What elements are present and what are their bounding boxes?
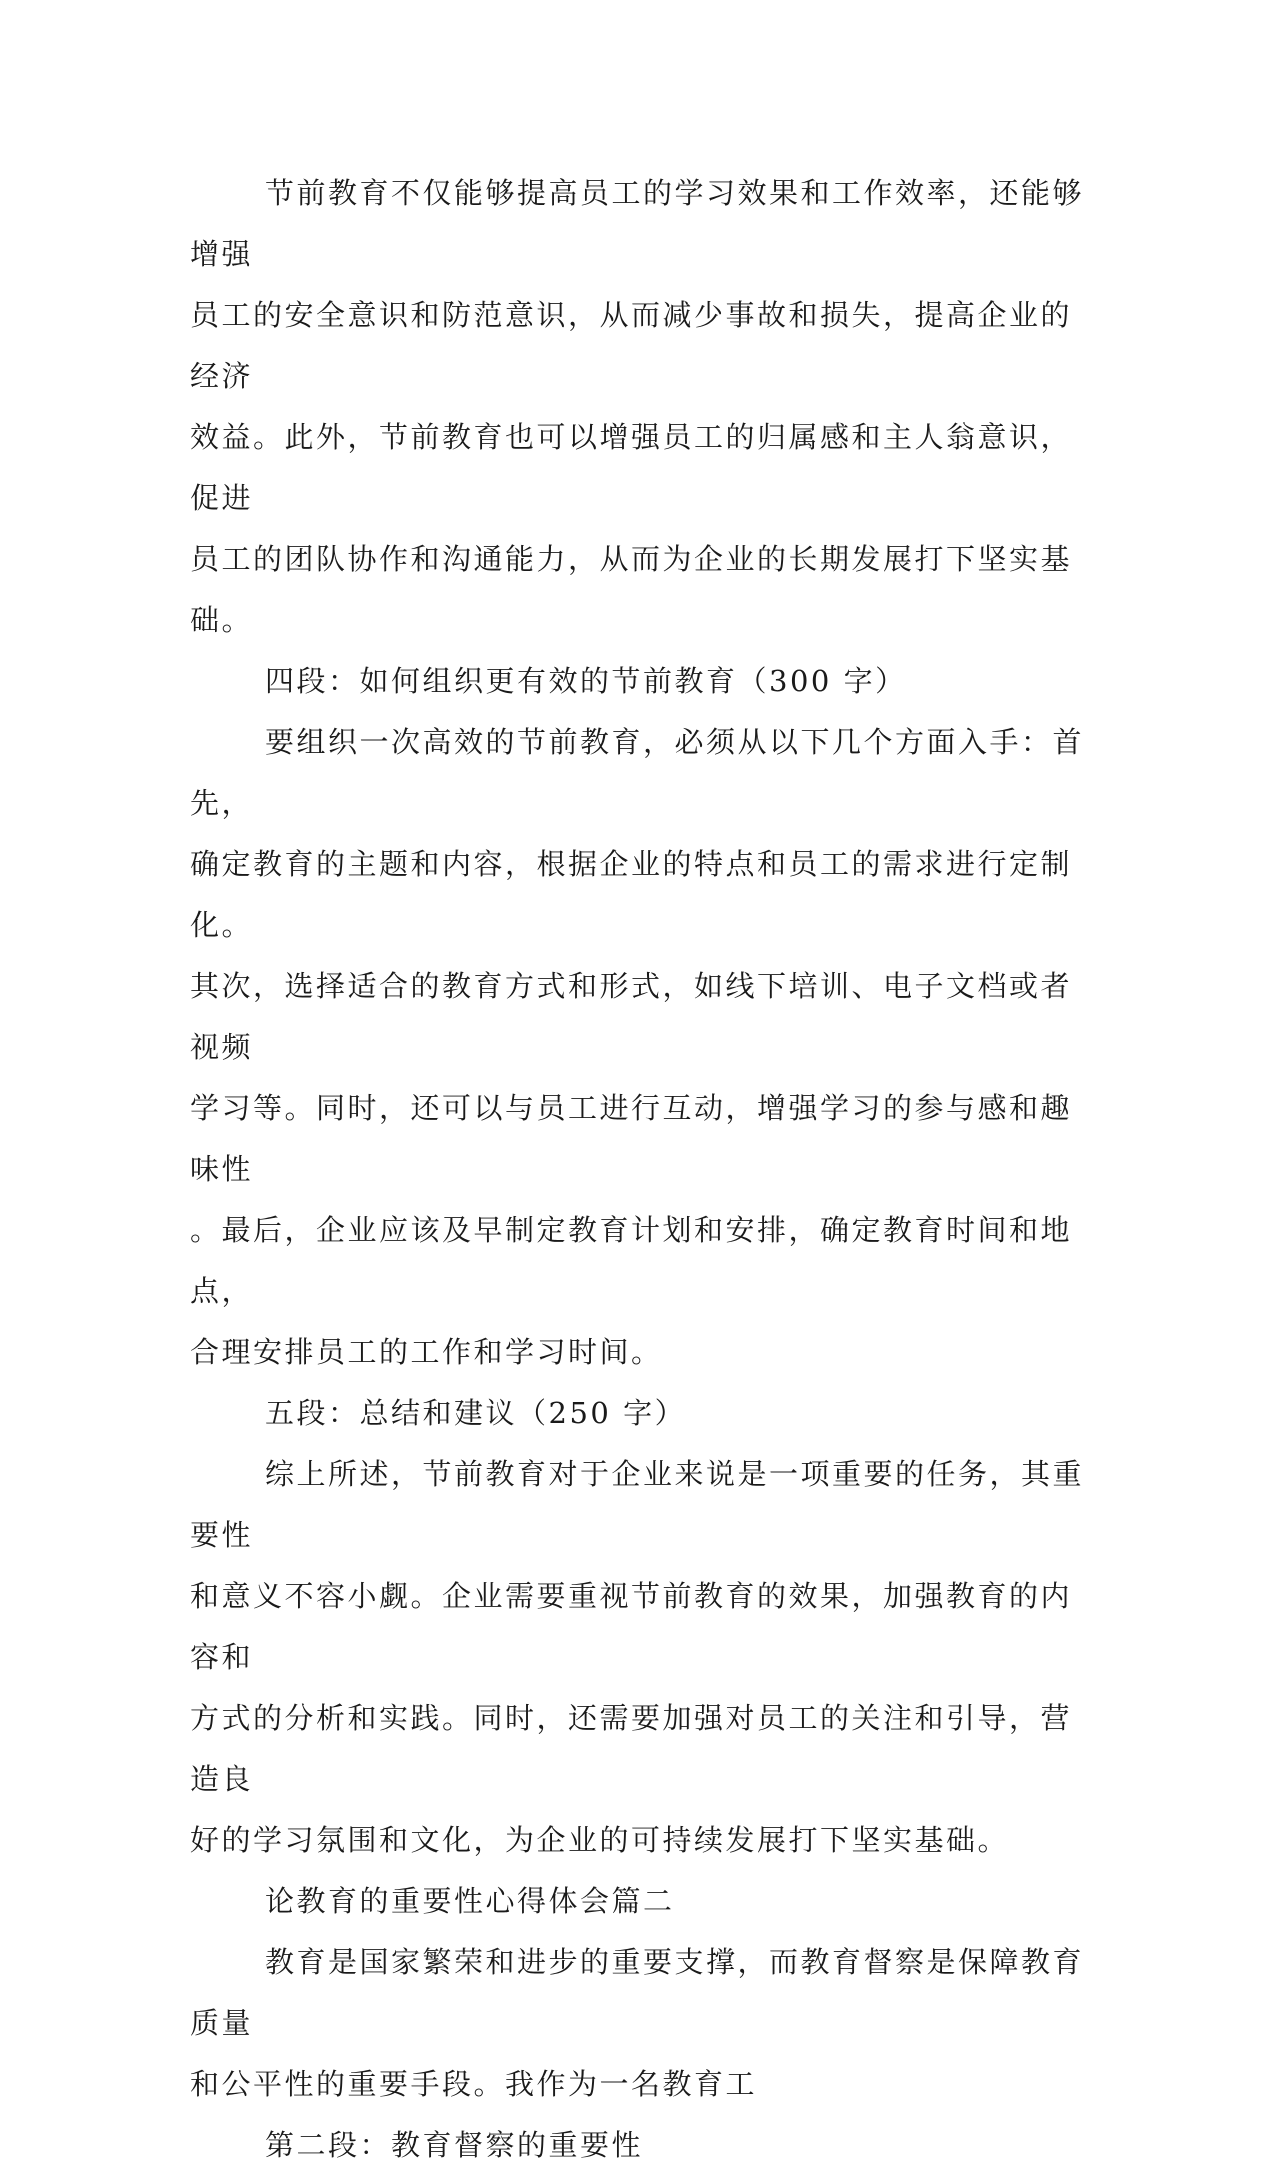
body-paragraph <box>190 1932 1090 2115</box>
text-line: 学习等。同时，还可以与员工进行互动，增强学习的参与感和趣味性 <box>190 1091 1073 1186</box>
text-line: 员工的团队协作和沟通能力，从而为企业的长期发展打下坚实基础。 <box>190 542 1073 637</box>
heading-line: 五段：总结和建议（250 字） <box>265 1396 687 1430</box>
section-heading <box>190 651 1090 712</box>
text-line: 。最后，企业应该及早制定教育计划和安排，确定教育时间和地点， <box>190 1213 1073 1308</box>
body-paragraph <box>190 1444 1090 1871</box>
heading-line: 论教育的重要性心得体会篇二 <box>265 1884 675 1918</box>
text-line: 合理安排员工的工作和学习时间。 <box>190 1335 663 1369</box>
body-paragraph <box>190 163 1090 651</box>
text-line: 要组织一次高效的节前教育，必须从以下几个方面入手：首先， <box>190 725 1085 820</box>
heading-line: 四段：如何组织更有效的节前教育（300 字） <box>265 664 907 698</box>
text-line: 节前教育不仅能够提高员工的学习效果和工作效率，还能够增强 <box>190 176 1085 271</box>
section-heading <box>190 1383 1090 1444</box>
article-title <box>190 1871 1090 1932</box>
text-line: 和公平性的重要手段。我作为一名教育工 <box>190 2067 758 2101</box>
text-line: 教育是国家繁荣和进步的重要支撑，而教育督察是保障教育质量 <box>190 1945 1085 2040</box>
document-body <box>190 163 1090 2176</box>
heading-line: 第二段：教育督察的重要性 <box>265 2128 644 2162</box>
text-line: 综上所述，节前教育对于企业来说是一项重要的任务，其重要性 <box>190 1457 1085 1552</box>
body-paragraph <box>190 712 1090 1383</box>
text-line: 好的学习氛围和文化，为企业的可持续发展打下坚实基础。 <box>190 1823 1010 1857</box>
text-line: 其次，选择适合的教育方式和形式，如线下培训、电子文档或者视频 <box>190 969 1073 1064</box>
text-line: 员工的安全意识和防范意识，从而减少事故和损失，提高企业的经济 <box>190 298 1073 393</box>
text-line: 确定教育的主题和内容，根据企业的特点和员工的需求进行定制化。 <box>190 847 1073 942</box>
text-line: 和意义不容小觑。企业需要重视节前教育的效果，加强教育的内容和 <box>190 1579 1073 1674</box>
text-line: 方式的分析和实践。同时，还需要加强对员工的关注和引导，营造良 <box>190 1701 1073 1796</box>
section-heading <box>190 2115 1090 2176</box>
text-line: 效益。此外，节前教育也可以增强员工的归属感和主人翁意识，促进 <box>190 420 1073 515</box>
